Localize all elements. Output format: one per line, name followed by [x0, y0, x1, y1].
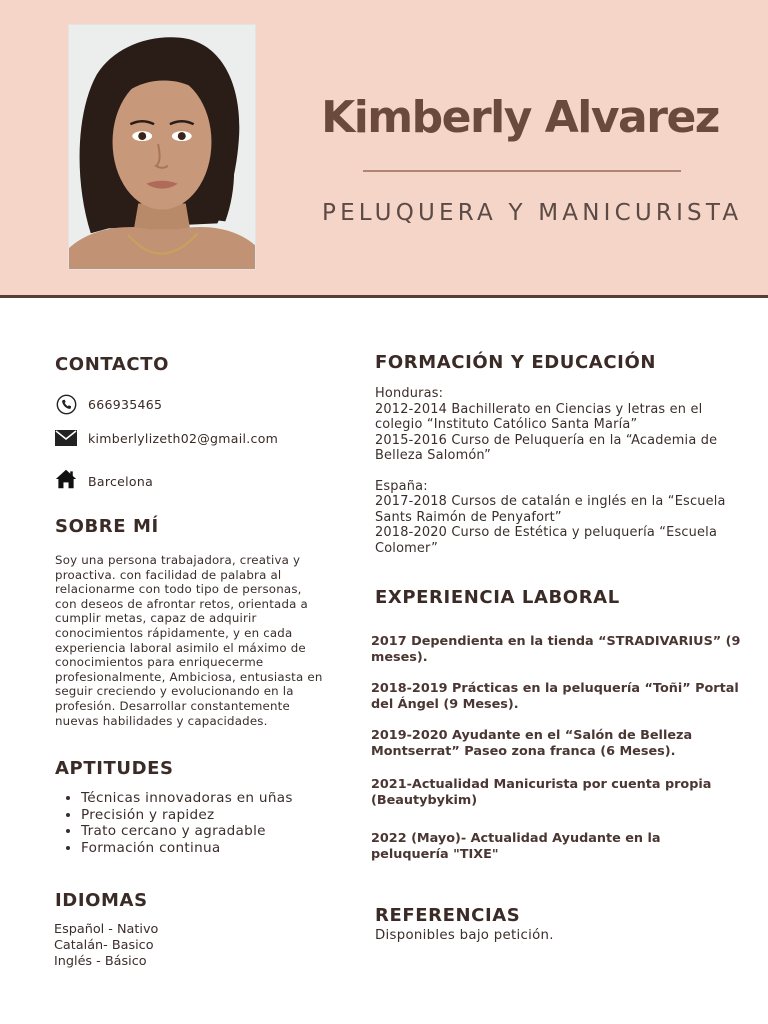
job-title: PELUQUERA Y MANICURISTA — [322, 200, 743, 226]
education-block — [375, 386, 735, 556]
mail-icon — [55, 427, 77, 449]
contact-city — [55, 468, 154, 490]
phone-number: 666935465 — [88, 396, 163, 412]
education-entry: 2017-2018 Cursos de catalán e inglés en la “Escuela Sants Raimón de Penyafort” — [375, 494, 726, 525]
experience-item: 2018-2019 Prácticas en la peluquería “Toñi” Portal del Ángel (9 Meses). — [371, 681, 739, 712]
experience-item: 2019-2020 Ayudante en el “Salón de Belleza Montserrat” Paseo zona franca (6 Meses). — [371, 728, 693, 759]
experience-item: 2022 (Mayo)- Actualidad Ayudante en la peluquería "TIXE" — [371, 831, 661, 862]
language-item: Español - Nativo — [54, 922, 159, 937]
education-entry: 2015-2016 Curso de Peluquería en la “Academia de Belleza Salomón” — [375, 432, 718, 463]
contact-email — [55, 427, 279, 449]
skill-item: • Precisión y rapidez — [81, 807, 293, 824]
education-entry: 2018-2020 Curso de Estética y peluquería “Escuela Colomer” — [375, 525, 718, 556]
education-region-label: Honduras: — [375, 386, 444, 401]
experience-item: 2021-Actualidad Manicurista por cuenta propia (Beautybykim) — [371, 777, 712, 808]
home-icon — [55, 468, 77, 490]
about-heading: SOBRE MÍ — [55, 516, 159, 537]
language-item: Inglés - Básico — [54, 954, 147, 969]
skill-item: • Trato cercano y agradable — [81, 823, 293, 840]
profile-photo — [68, 24, 256, 270]
experience-heading: EXPERIENCIA LABORAL — [375, 587, 620, 608]
skills-list — [55, 790, 293, 856]
skill-item: • Formación continua — [81, 840, 293, 857]
about-text: Soy una persona trabajadora, creativa y proactiva. con facilidad de palabra al relacionarme con todo tipo de personas, con deseos de afrontar retos, orientada a cumplir metas, capaz de adquirir conocimientos rápidamente, y en cada experiencia laboral asimilo el máximo de conocimientos para enriquecerme profesionalmente, Ambiciosa, entusiasta en seguir creciendo y evolucionando en la profesión. Desarrollar constantemente nuevas habilidades y capacidades. — [55, 553, 323, 728]
education-region-label: España: — [375, 478, 428, 494]
candidate-name: Kimberly Alvarez — [321, 92, 719, 143]
phone-icon — [55, 393, 77, 415]
contact-phone — [55, 393, 163, 415]
languages-list — [54, 922, 158, 970]
email-address: kimberlylizeth02@gmail.com — [88, 430, 279, 446]
education-entry: 2012-2014 Bachillerato en Ciencias y letras en el colegio “Instituto Católico Santa María” — [375, 401, 703, 432]
references-text: Disponibles bajo petición. — [375, 928, 554, 943]
city: Barcelona — [88, 473, 154, 489]
name-underline — [363, 170, 681, 172]
experience-item: 2017 Dependienta en la tienda “STRADIVARIUS” (9 meses). — [371, 634, 741, 665]
languages-heading: IDIOMAS — [55, 890, 148, 911]
education-heading: FORMACIÓN Y EDUCACIÓN — [375, 352, 657, 373]
references-heading: REFERENCIAS — [375, 905, 521, 926]
skills-heading: APTITUDES — [55, 758, 174, 779]
skill-item: • Técnicas innovadoras en uñas — [81, 790, 293, 807]
contact-heading: CONTACTO — [55, 354, 169, 375]
education-spacer — [375, 464, 735, 479]
language-item: Catalán- Basico — [54, 938, 154, 953]
header-divider — [0, 295, 768, 298]
